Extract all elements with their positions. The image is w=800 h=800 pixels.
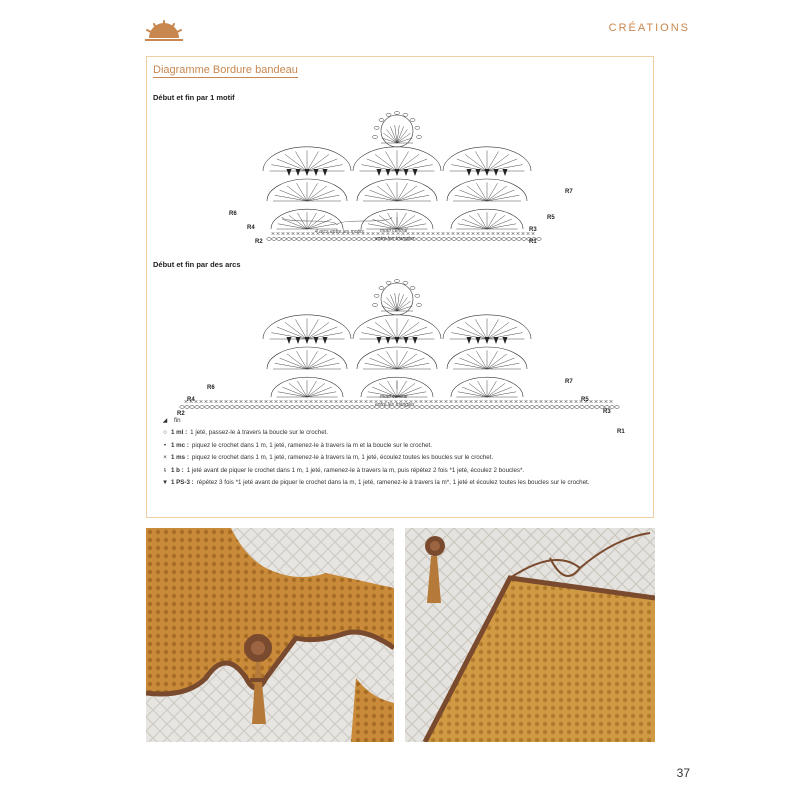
single-crochet-x-icon: × xyxy=(163,454,167,462)
legend-row: × 1 ms : piquez le crochet dans 1 m, 1 jeté, ramenez-le à travers la m, 1 jeté, écoulez toutes les boucles sur le crochet. xyxy=(159,454,649,461)
diagram-subtitle-2: Début et fin par des arcs xyxy=(153,260,241,269)
legend-row: ○ 1 ml : 1 jeté, passez-le à travers la boucle sur le crochet. xyxy=(159,429,649,436)
row-label: R2 xyxy=(255,239,263,245)
legend-row: • 1 mc : piquez le crochet dans 1 m, 1 jeté, ramenez-le à travers la m et la boucle sur le crochet. xyxy=(159,442,649,449)
row-label: R4 xyxy=(247,225,255,231)
legend-row: ◢ fin xyxy=(159,417,649,424)
end-mark-icon: ◢ xyxy=(162,417,168,424)
row-label: R6 xyxy=(207,385,215,391)
section-title: CRÉATIONS xyxy=(608,22,690,34)
row-label: R2 xyxy=(177,411,185,417)
crochet-triangle-photo-icon xyxy=(405,528,655,742)
row-label: R5 xyxy=(547,215,555,221)
puff-stitch-icon: ▼ xyxy=(161,479,169,487)
crochet-headband-photo-icon xyxy=(146,528,394,742)
row-label: R3 xyxy=(603,409,611,415)
row-label: R1 xyxy=(529,239,537,245)
diagram-notes-2 xyxy=(147,379,655,419)
chain-oval-icon: ○ xyxy=(163,429,167,437)
note-center-2: entre les triangles xyxy=(375,402,415,408)
note-center-1: motif central xyxy=(380,394,408,400)
diagram-notes-1 xyxy=(147,215,655,255)
legend-row: ŧ 1 b : 1 jeté avant de piquer le crochet dans 1 m, 1 jeté, ramenez-le à travers la m, puis répétez 2 fois *1 jeté, écoulez 2 boucles*. xyxy=(159,467,649,474)
slip-stitch-dot-icon: • xyxy=(163,441,167,449)
page-number: 37 xyxy=(676,766,690,780)
stitch-legend xyxy=(159,417,649,492)
row-label: R4 xyxy=(187,397,195,403)
row-label: R6 xyxy=(229,211,237,217)
note-center-2: entre les triangles xyxy=(375,236,415,242)
diagram-frame xyxy=(146,56,654,518)
row-label: R3 xyxy=(529,227,537,233)
row-label: R7 xyxy=(565,189,573,195)
diagram-subtitle-1: Début et fin par 1 motif xyxy=(153,93,235,102)
diagram-title: Diagramme Bordure bandeau xyxy=(153,64,298,76)
double-crochet-t-icon: ŧ xyxy=(164,466,166,474)
legend-row: ▼ 1 PS-3 : répétez 3 fois *1 jeté avant de piquer le crochet dans la m, 1 jeté, ramenez-le à travers la m*, 1 jeté et écoulez toutes les boucles sur le crochet. xyxy=(159,479,649,486)
sunrise-logo-icon xyxy=(145,20,183,42)
row-label: R1 xyxy=(617,429,625,435)
note-center-1: motif central xyxy=(380,228,408,234)
note-arcs: 4 arcs entre les motifs xyxy=(315,229,364,235)
row-label: R7 xyxy=(565,379,573,385)
row-label: R5 xyxy=(581,397,589,403)
